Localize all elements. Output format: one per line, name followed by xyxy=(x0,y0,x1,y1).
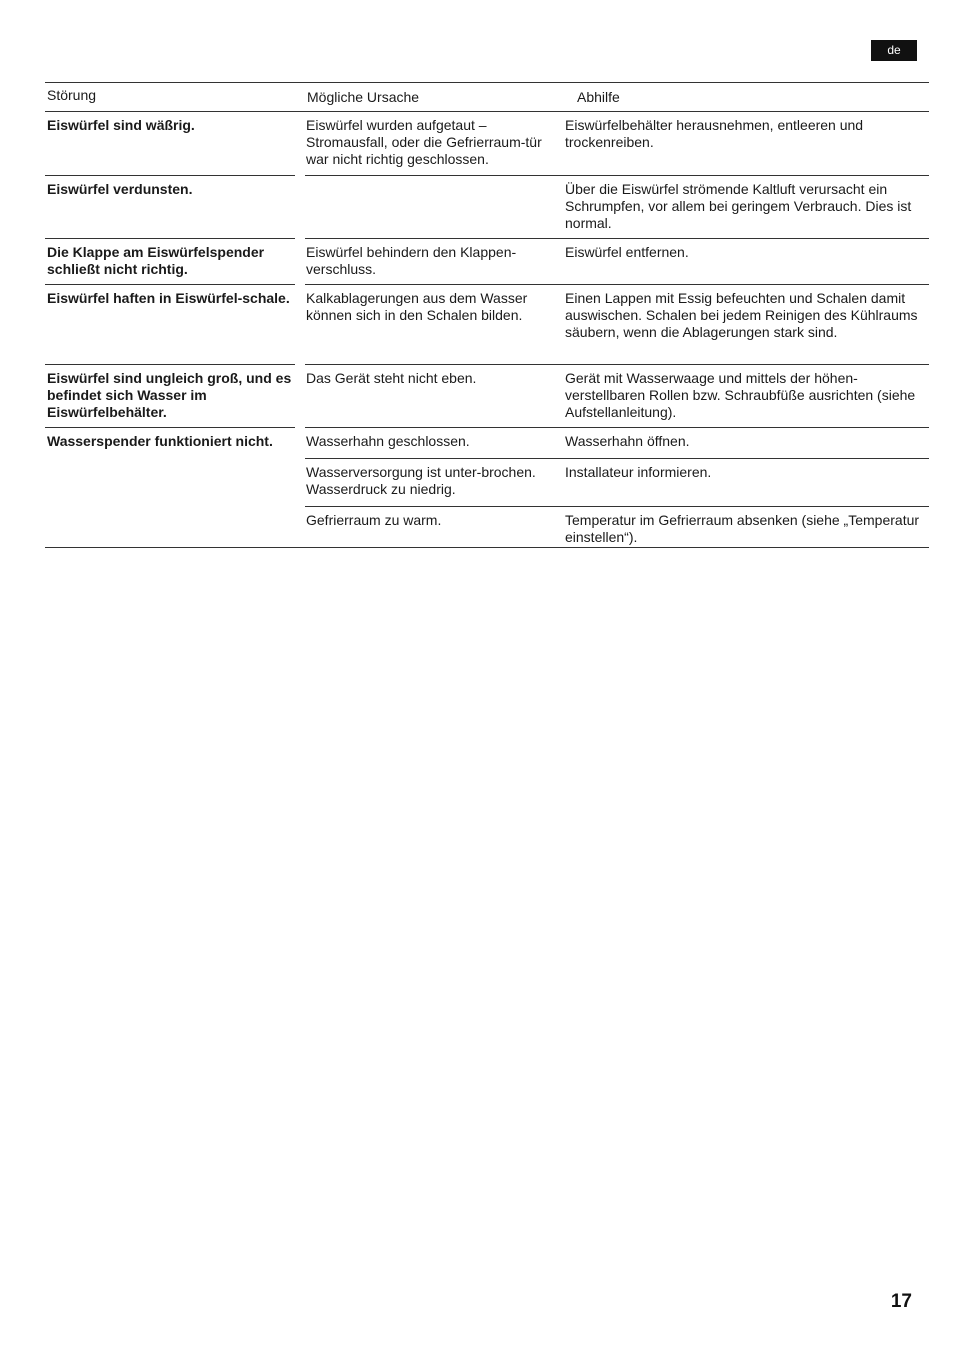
cause-row xyxy=(305,427,929,458)
problem-cell: Eiswürfel verdunsten. xyxy=(45,175,295,238)
cause-row xyxy=(305,364,929,429)
cause-row xyxy=(305,112,929,176)
remedy-cell: Wasserhahn öffnen. xyxy=(565,433,690,449)
cause-cell: Gefrierraum zu warm. xyxy=(306,512,442,528)
cause-cell: Kalkablagerungen aus dem Wasser können sich in den Schalen bilden. xyxy=(306,290,528,323)
page-number: 17 xyxy=(890,1291,912,1312)
cause-row xyxy=(305,458,929,506)
remedy-cell: Gerät mit Wasserwaage und mittels der höhen-verstellbaren Rollen bzw. Schraubfüße ausrichten (siehe Aufstellanleitung). xyxy=(565,370,916,420)
column-header-cause: Mögliche Ursache xyxy=(307,89,420,105)
cause-cell: Wasserversorgung ist unter-brochen. Wasserdruck zu niedrig. xyxy=(306,464,536,497)
problem-cell: Die Klappe am Eiswürfelspender schließt nicht richtig. xyxy=(45,238,295,284)
problem-cell: Eiswürfel sind ungleich groß, und es befindet sich Wasser im Eiswürfelbehälter. xyxy=(45,364,295,427)
cause-cell: Das Gerät steht nicht eben. xyxy=(306,370,477,386)
cause-cell xyxy=(305,176,555,240)
cause-cell: Wasserhahn geschlossen. xyxy=(306,433,470,449)
cause-row xyxy=(305,175,929,240)
cause-row xyxy=(305,506,929,554)
remedy-cell: Eiswürfelbehälter herausnehmen, entleeren und trockenreiben. xyxy=(565,117,864,150)
language-badge: de xyxy=(871,40,917,61)
remedy-cell: Installateur informieren. xyxy=(565,464,712,480)
cause-row xyxy=(305,284,929,364)
problem-cell: Wasserspender funktioniert nicht. xyxy=(45,427,295,547)
table-row xyxy=(45,238,929,284)
table-row xyxy=(45,175,929,238)
table-row xyxy=(45,427,929,547)
column-header-problem: Störung xyxy=(47,87,97,103)
remedy-cell: Einen Lappen mit Essig befeuchten und Schalen damit auswischen. Schalen bei jedem Reinigen des Kühlraums säubern, wenn die Ablagerungen stark sind. xyxy=(565,290,918,340)
cause-cell: Eiswürfel behindern den Klappen-verschluss. xyxy=(306,244,517,277)
problem-cell: Eiswürfel sind wäßrig. xyxy=(47,117,195,133)
table-row xyxy=(45,364,929,427)
column-header-remedy: Abhilfe xyxy=(577,89,620,105)
cause-row xyxy=(305,238,929,286)
troubleshooting-table xyxy=(45,82,929,548)
problem-cell: Eiswürfel haften in Eiswürfel-schale. xyxy=(45,284,295,364)
remedy-cell: Temperatur im Gefrierraum absenken (siehe „Temperatur einstellen“). xyxy=(565,512,920,545)
cause-cell: Eiswürfel wurden aufgetaut – Stromausfall, oder die Gefrierraum-tür war nicht richtig geschlossen. xyxy=(306,117,542,167)
remedy-cell: Eiswürfel entfernen. xyxy=(565,244,689,260)
remedy-cell: Über die Eiswürfel strömende Kaltluft verursacht ein Schrumpfen, vor allem bei geringem Verbrauch. Dies ist normal. xyxy=(565,181,912,231)
table-row xyxy=(45,112,929,175)
table-header xyxy=(45,83,929,112)
table-row xyxy=(45,284,929,364)
